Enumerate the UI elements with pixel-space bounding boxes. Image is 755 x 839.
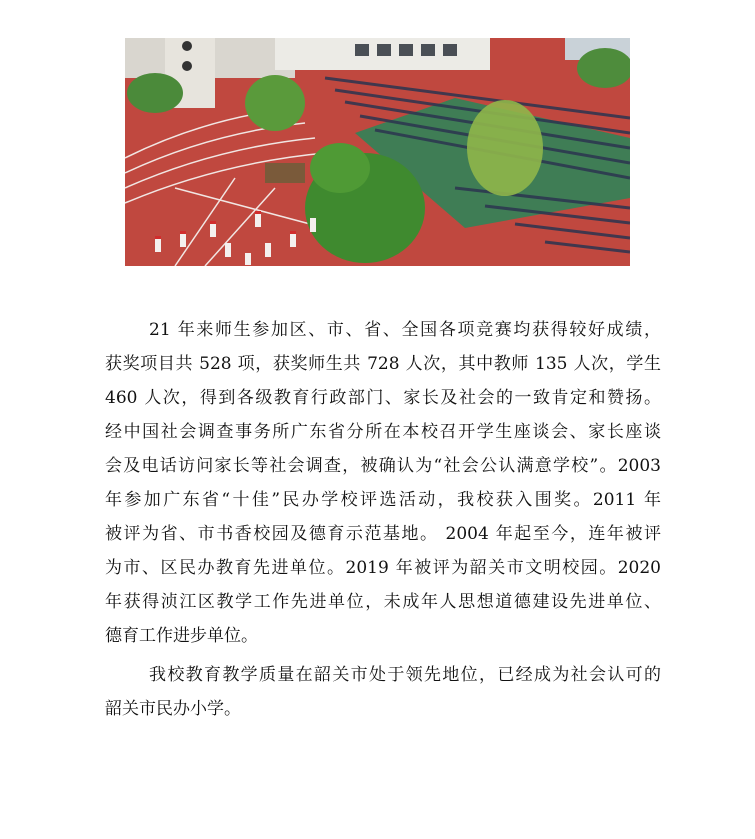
text-line: 被评为省、市书香校园及德育示范基地。 2004 年起至今，连年被评 [105,524,661,544]
text-line: 经中国社会调查事务所广东省分所在本校召开学生座谈会、家长座谈 [105,422,661,442]
text-line: 460 人次，得到各级教育行政部门、家长及社会的一致肯定和赞扬。 [105,388,661,408]
text-line: 为市、区民办教育先进单位。2019 年被评为韶关市文明校园。2020 [105,558,661,578]
text-line: 韶关市民办小学。 [105,699,241,719]
text-line: 德育工作进步单位。 [105,626,258,646]
text-line: 我校教育教学质量在韶关市处于领先地位，已经成为社会认可的 [149,665,661,685]
text-line: 年获得浈江区教学工作先进单位，未成年人思想道德建设先进单位、 [105,592,661,612]
paragraph-awards [105,313,661,653]
school-assembly-illustration [125,38,630,266]
text-line: 年参加广东省“十佳”民办学校评选活动，我校获入围奖。2011 年 [105,490,661,510]
text-line: 会及电话访问家长等社会调查，被确认为“社会公认满意学校”。2003 [105,456,661,476]
school-assembly-photo [125,38,630,266]
paragraph-quality [105,658,661,726]
text-line: 获奖项目共 528 项，获奖师生共 728 人次，其中教师 135 人次，学生 [105,354,661,374]
article-body [105,313,661,726]
text-line: 21 年来师生参加区、市、省、全国各项竞赛均获得较好成绩， [149,320,661,340]
